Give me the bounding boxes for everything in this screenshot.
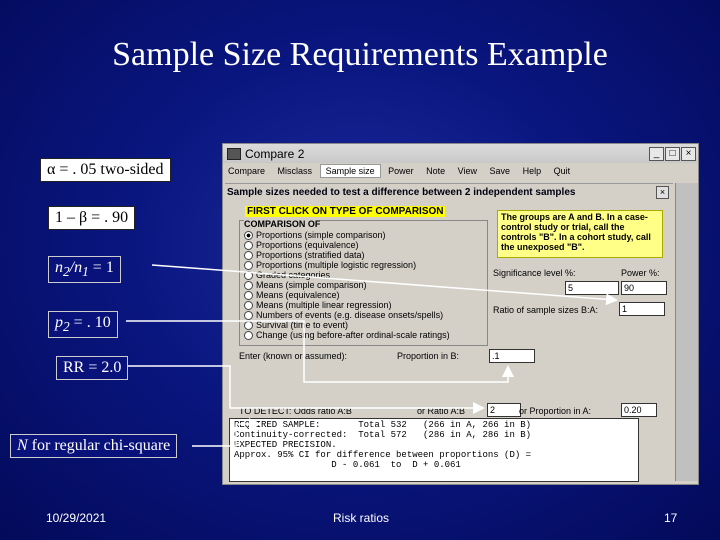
close-icon[interactable]: × [681, 147, 696, 161]
option-graded-categories[interactable]: Graded categories [244, 270, 330, 280]
option-means-simple[interactable]: Means (simple comparison) [244, 280, 367, 290]
enter-known-label: Enter (known or assumed): [239, 351, 348, 361]
power-percent-label: Power %: [621, 268, 660, 278]
output-line: D - 0.061 to D + 0.061 [234, 460, 461, 470]
option-survival[interactable]: Survival (time to event) [244, 320, 348, 330]
proportion-b-input[interactable]: .1 [489, 349, 535, 363]
power-input[interactable]: 90 [621, 281, 667, 295]
footer-page-number: 17 [664, 511, 678, 525]
option-numbers-events[interactable]: Numbers of events (e.g. disease onsets/spells) [244, 310, 443, 320]
ratio-input[interactable]: 1 [619, 302, 665, 316]
significance-label: Significance level %: [493, 268, 576, 278]
to-detect-label: TO DETECT: Odds ratio A:B [239, 406, 352, 416]
menu-note[interactable]: Note [426, 166, 446, 176]
minimize-icon[interactable]: _ [649, 147, 664, 161]
ratio-label: Ratio of sample sizes B:A: [493, 305, 599, 315]
window-title: Compare 2 [245, 147, 305, 161]
output-line: REQUIRED SAMPLE: Total 532 (266 in A, 266 in B) [234, 420, 532, 430]
p2-pointer [126, 321, 508, 382]
menu-sample-size[interactable]: Sample size [320, 164, 381, 178]
menu-misclass[interactable]: Misclass [277, 166, 313, 176]
dialog-title: Sample sizes needed to test a difference between 2 independent samples [227, 187, 576, 198]
menu-power[interactable]: Power [388, 166, 414, 176]
significance-input[interactable]: 5 [565, 281, 619, 295]
output-line: Approx. 95% CI for difference between proportions (D) = [234, 450, 532, 460]
proportion-a-input[interactable]: 0.20 [621, 403, 657, 417]
groups-note: The groups are A and B. In a case-control study or trial, call the controls "B". In a cohort study, call the unexposed "B". [497, 210, 663, 258]
footer-date: 10/29/2021 [46, 511, 107, 525]
ratio-ab-input[interactable]: 2 [487, 403, 521, 417]
option-proportions-stratified[interactable]: Proportions (stratified data) [244, 250, 365, 260]
option-proportions-logistic[interactable]: Proportions (multiple logistic regression) [244, 260, 416, 270]
option-means-equivalence[interactable]: Means (equivalence) [244, 290, 340, 300]
first-click-banner: FIRST CLICK ON TYPE OF COMPARISON [247, 206, 444, 217]
rr-label: RR = 2.0 [56, 356, 128, 380]
proportion-a-label: or Proportion in A: [519, 406, 592, 416]
power-label: 1 – β = . 90 [48, 206, 135, 230]
output-line: EXPECTED PRECISION. [234, 440, 337, 450]
menu-help[interactable]: Help [522, 166, 542, 176]
n-chi-pointer [192, 424, 258, 446]
sample-ratio-label: $n_2/n_1 = 1$ [48, 256, 121, 283]
ratio-pointer [152, 265, 615, 300]
dialog-close-icon[interactable]: × [656, 186, 669, 199]
or-ratio-label: or Ratio A:B [417, 406, 466, 416]
footer-topic: Risk ratios [333, 511, 390, 525]
p2-label: $p_2$ = . 10 [48, 311, 118, 338]
option-means-linear[interactable]: Means (multiple linear regression) [244, 300, 392, 310]
menu-compare[interactable]: Compare [228, 166, 266, 176]
comparison-header: COMPARISON OF [244, 219, 321, 229]
option-proportions-equivalence[interactable]: Proportions (equivalence) [244, 240, 359, 250]
option-proportions-simple[interactable]: Proportions (simple comparison) [244, 230, 386, 240]
alpha-label: α = . 05 two-sided [40, 158, 171, 182]
menu-view[interactable]: View [457, 166, 478, 176]
rr-pointer [128, 366, 482, 408]
menu-save[interactable]: Save [489, 166, 511, 176]
option-change[interactable]: Change (using before-after ordinal-scale ratings) [244, 330, 450, 340]
output-line: Continuity-corrected: Total 572 (286 in A, 286 in B) [234, 430, 532, 440]
proportion-b-label: Proportion in B: [397, 351, 460, 361]
maximize-icon[interactable]: □ [665, 147, 680, 161]
menu-quit[interactable]: Quit [553, 166, 571, 176]
slide-title: Sample Size Requirements Example [112, 36, 608, 73]
n-chi-square-label: N for regular chi-square [10, 434, 177, 458]
